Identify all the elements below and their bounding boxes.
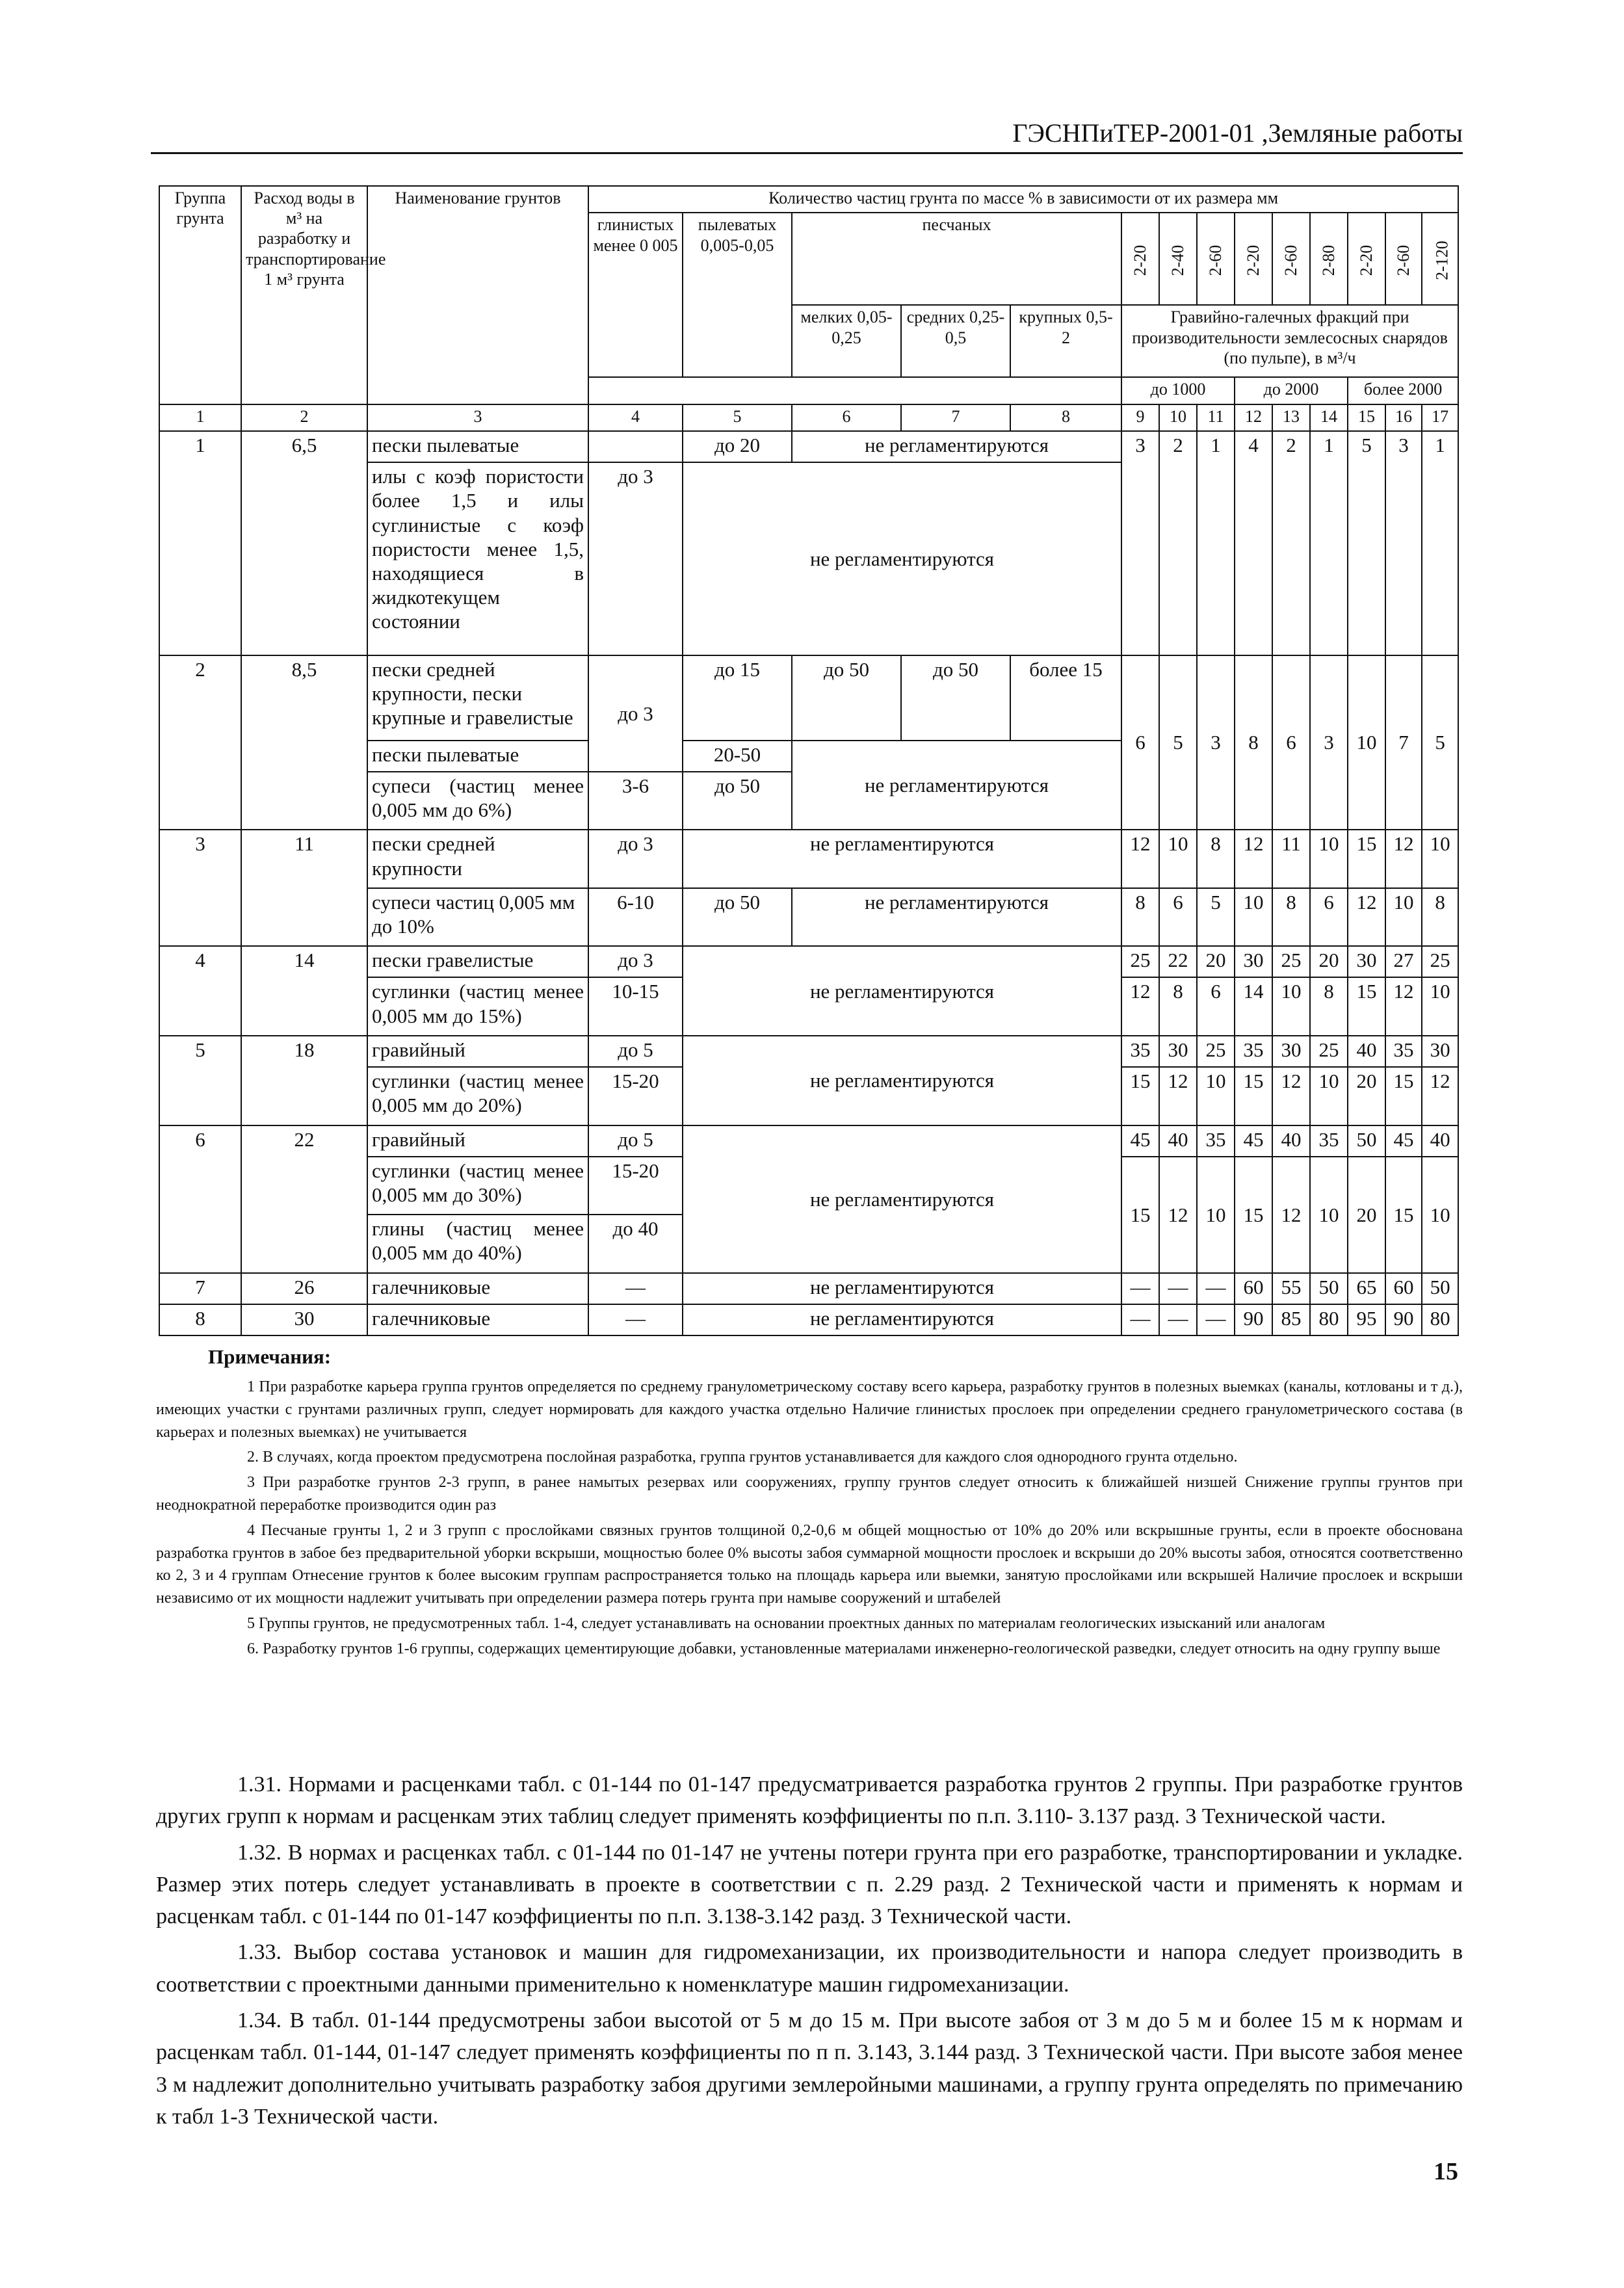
- value-cell: 3: [1310, 655, 1348, 830]
- note-item: 5 Группы грунтов, не предусмотренных табл. 1-4, следует устанавливать на основании проектных данных по материалам геологических изысканий или аналогам: [247, 1614, 1326, 1632]
- value-cell: 3: [1197, 655, 1235, 830]
- colnum: 12: [1235, 404, 1272, 431]
- value-cell: —: [1121, 1304, 1159, 1335]
- value-cell: 10: [1310, 1157, 1348, 1273]
- table-row: [159, 830, 1458, 888]
- value-cell: 7: [1385, 655, 1422, 830]
- soil-name: гравийный: [367, 1125, 588, 1157]
- value-cell: 20: [1310, 946, 1348, 977]
- clay-cell: 3-6: [588, 772, 683, 830]
- soil-name: пески пылеватые: [367, 741, 588, 772]
- value-cell: 60: [1385, 1273, 1422, 1304]
- value-cell: 20: [1197, 946, 1235, 977]
- value-cell: 30: [1235, 946, 1272, 977]
- table-row: [159, 946, 1458, 977]
- value-cell: 25: [1422, 946, 1458, 977]
- colnum: 13: [1272, 404, 1310, 431]
- value-cell: 10: [1310, 1067, 1348, 1125]
- water-cell: 30: [241, 1304, 367, 1335]
- value-cell: 6: [1272, 655, 1310, 830]
- water-cell: 26: [241, 1273, 367, 1304]
- soil-groups-table: [159, 185, 1459, 1336]
- page-number: 15: [1434, 2158, 1458, 2185]
- value-cell: 20: [1348, 1157, 1385, 1273]
- header-fine: мелких 0,05-0,25: [792, 305, 901, 377]
- value-cell: 15: [1385, 1067, 1422, 1125]
- value-cell: —: [1159, 1304, 1197, 1335]
- value-cell: 55: [1272, 1273, 1310, 1304]
- clay-cell: до 3: [588, 655, 683, 772]
- value-cell: 40: [1348, 1036, 1385, 1067]
- value-cell: 80: [1422, 1304, 1458, 1335]
- notes-title: Примечания:: [208, 1345, 332, 1368]
- table-row: [159, 1125, 1458, 1157]
- column-numbers-row: [159, 404, 1458, 431]
- value-cell: 5: [1197, 888, 1235, 947]
- clay-cell: 6-10: [588, 888, 683, 947]
- header-clay: глинистых менее 0 005: [588, 213, 683, 377]
- size-label: 2-40: [1159, 213, 1197, 305]
- soil-name: пески средней крупности, пески крупные и гравелистые: [367, 655, 588, 741]
- value-cell: 90: [1235, 1304, 1272, 1335]
- value-cell: 15: [1235, 1067, 1272, 1125]
- header-gravel: Гравийно-галечных фракций при производительности землесосных снарядов (по пульпе), в м³/ч: [1121, 305, 1458, 377]
- value-cell: 6: [1121, 655, 1159, 830]
- not-regulated: не регламентируются: [683, 946, 1121, 1036]
- value-cell: 60: [1235, 1273, 1272, 1304]
- value-cell: 3: [1121, 431, 1159, 655]
- size-label: 2-20: [1348, 213, 1385, 305]
- value-cell: 10: [1348, 655, 1385, 830]
- value-cell: 12: [1159, 1157, 1197, 1273]
- value-cell: 45: [1385, 1125, 1422, 1157]
- value-cell: 8: [1159, 977, 1197, 1036]
- group-cell: 8: [159, 1304, 241, 1335]
- header-blank: [588, 377, 1121, 404]
- value-cell: —: [1197, 1273, 1235, 1304]
- soil-name: суглинки (частиц менее 0,005 мм до 30%): [367, 1157, 588, 1215]
- not-regulated: не регламентируются: [683, 462, 1121, 655]
- value-cell: 15: [1348, 830, 1385, 888]
- value-cell: 1: [1197, 431, 1235, 655]
- value-cell: —: [1121, 1273, 1159, 1304]
- group-cell: 5: [159, 1036, 241, 1125]
- soil-name: пески средней крупности: [367, 830, 588, 888]
- clay-cell: —: [588, 1273, 683, 1304]
- value-cell: 40: [1159, 1125, 1197, 1157]
- header-sand: песчаных: [792, 213, 1121, 305]
- fine-cell: до 50: [792, 655, 901, 741]
- clay-cell: до 3: [588, 462, 683, 655]
- not-regulated: не регламентируются: [683, 1125, 1121, 1273]
- clay-cell: 10-15: [588, 977, 683, 1036]
- header-medium: средних 0,25-0,5: [901, 305, 1010, 377]
- header-name: Наименование грунтов: [367, 186, 588, 404]
- clay-cell: 15-20: [588, 1157, 683, 1215]
- soil-name: супеси (частиц менее 0,005 мм до 6%): [367, 772, 588, 830]
- value-cell: 30: [1348, 946, 1385, 977]
- value-cell: 80: [1310, 1304, 1348, 1335]
- soil-name: суглинки (частиц менее 0,005 мм до 15%): [367, 977, 588, 1036]
- running-header: [151, 118, 1463, 154]
- value-cell: 12: [1121, 830, 1159, 888]
- group-cell: 3: [159, 830, 241, 946]
- colnum: 7: [901, 404, 1010, 431]
- value-cell: 6: [1159, 888, 1197, 947]
- value-cell: 12: [1121, 977, 1159, 1036]
- value-cell: 12: [1385, 977, 1422, 1036]
- water-cell: 18: [241, 1036, 367, 1125]
- value-cell: —: [1159, 1273, 1197, 1304]
- header-over2000: более 2000: [1348, 377, 1458, 404]
- value-cell: 8: [1272, 888, 1310, 947]
- soil-name: гравийный: [367, 1036, 588, 1067]
- colnum: 1: [159, 404, 241, 431]
- dust-cell: до 50: [683, 888, 792, 947]
- value-cell: 15: [1385, 1157, 1422, 1273]
- paragraph: 1.34. В табл. 01-144 предусмотрены забои высотой от 5 м до 15 м. При высоте забоя от 3 м до 5 м и более 15 м к нормам и расценкам табл. 01-144, 01-147 следует применять коэффициенты по п п. 3.143, 3.144 разд. 3 Технической части. При высоте забоя менее 3 м надлежит дополнительно учитывать разработку забоя другими землеройными машинами, а группу грунта определять по примечанию к табл 1-3 Технической части.: [156, 2008, 1463, 2129]
- value-cell: 6: [1197, 977, 1235, 1036]
- note-item: 6. Разработку грунтов 1-6 группы, содержащих цементирующие добавки, установленные материалами инженерно-геологической разведки, следует относить на одну группу выше: [247, 1640, 1441, 1657]
- value-cell: 12: [1385, 830, 1422, 888]
- value-cell: 50: [1310, 1273, 1348, 1304]
- colnum: 10: [1159, 404, 1197, 431]
- value-cell: 20: [1348, 1067, 1385, 1125]
- value-cell: 85: [1272, 1304, 1310, 1335]
- soil-name: глины (частиц менее 0,005 мм до 40%): [367, 1215, 588, 1273]
- soil-name: пески пылеватые: [367, 431, 588, 462]
- clay-cell: —: [588, 1304, 683, 1335]
- water-cell: 11: [241, 830, 367, 946]
- value-cell: 25: [1272, 946, 1310, 977]
- colnum: 5: [683, 404, 792, 431]
- value-cell: 8: [1422, 888, 1458, 947]
- value-cell: 11: [1272, 830, 1310, 888]
- value-cell: 25: [1310, 1036, 1348, 1067]
- colnum: 2: [241, 404, 367, 431]
- header-quantity: Количество частиц грунта по массе % в зависимости от их размера мм: [588, 186, 1458, 213]
- colnum: 11: [1197, 404, 1235, 431]
- value-cell: 5: [1348, 431, 1385, 655]
- value-cell: 35: [1235, 1036, 1272, 1067]
- group-cell: 2: [159, 655, 241, 830]
- not-regulated: не регламентируются: [683, 1304, 1121, 1335]
- value-cell: 15: [1121, 1157, 1159, 1273]
- value-cell: 8: [1235, 655, 1272, 830]
- clay-cell: до 5: [588, 1125, 683, 1157]
- value-cell: 65: [1348, 1273, 1385, 1304]
- size-label: 2-60: [1385, 213, 1422, 305]
- colnum: 17: [1422, 404, 1458, 431]
- value-cell: 10: [1385, 888, 1422, 947]
- paragraph: 1.31. Нормами и расценками табл. с 01-144 по 01-147 предусматривается разработка грунтов 2 группы. При разработке грунтов других групп к нормам и расценкам этих таблиц следует применять коэффициенты по п.п. 3.110- 3.137 разд. 3 Технической части.: [156, 1772, 1463, 1829]
- paragraph: 1.32. В нормах и расценках табл. с 01-144 по 01-147 не учтены потери грунта при его разработке, транспортировании и укладке. Размер этих потерь следует устанавливать в проекте в соответствии с п. 2.29 разд. 2 Технической части и применять к нормам и расценкам табл. с 01-144 по 01-147 коэффициенты по п.п. 3.138-3.142 разд. 3 Технической части.: [156, 1840, 1463, 1929]
- value-cell: 40: [1272, 1125, 1310, 1157]
- value-cell: 8: [1197, 830, 1235, 888]
- value-cell: 30: [1272, 1036, 1310, 1067]
- size-label: 2-80: [1310, 213, 1348, 305]
- size-label: 2-60: [1272, 213, 1310, 305]
- header-title: ГЭСНПиТЕР-2001-01 ,Земляные работы: [1012, 118, 1463, 148]
- value-cell: 14: [1235, 977, 1272, 1036]
- note-item: 4 Песчаные грунты 1, 2 и 3 групп с прослойками связных грунтов толщиной 0,2-0,6 м общей мощностью от 10% до 20% или вскрышные грунты, если в проекте обоснована разработка грунтов в забое без предварительной уборки вскрыши, мощностью более 0% высоты забоя суммарной мощности прослоек и вскрыши до 20% высоты забоя, относятся соответственно ко 2, 3 и 4 группам Отнесение грунтов к более высоким группам распространяется только на площадь карьера или выемки, занятую прослойками или вскрышей Наличие прослоек и вскрыши независимо от их мощности надлежит учитывать при определении размера потерь грунта при намыве сооружений и штабелей: [156, 1521, 1463, 1607]
- soil-name: супеси частиц 0,005 мм до 10%: [367, 888, 588, 947]
- dust-cell: до 15: [683, 655, 792, 741]
- dust-cell: до 20: [683, 431, 792, 462]
- not-regulated: не регламентируются: [683, 1036, 1121, 1125]
- value-cell: 25: [1197, 1036, 1235, 1067]
- colnum: 3: [367, 404, 588, 431]
- water-cell: 22: [241, 1125, 367, 1273]
- note-item: 3 При разработке грунтов 2-3 групп, в ранее намытых резервах или сооружениях, группу грунтов следует относить к ближайшей низшей Снижение группы грунтов при неоднократной переработке производится один раз: [156, 1474, 1463, 1514]
- value-cell: 5: [1159, 655, 1197, 830]
- header-coarse: крупных 0,5-2: [1010, 305, 1121, 377]
- colnum: 8: [1010, 404, 1121, 431]
- value-cell: 10: [1272, 977, 1310, 1036]
- not-regulated: не регламентируются: [792, 741, 1121, 830]
- not-regulated: не регламентируются: [683, 1273, 1121, 1304]
- value-cell: 27: [1385, 946, 1422, 977]
- note-item: 2. В случаях, когда проектом предусмотрена послойная разработка, группа грунтов устанавливается для каждого слоя однородного грунта отдельно.: [247, 1449, 1238, 1466]
- value-cell: 35: [1385, 1036, 1422, 1067]
- soil-name: пески гравелистые: [367, 946, 588, 977]
- notes-section: [156, 1343, 1463, 1663]
- not-regulated: не регламентируются: [683, 830, 1121, 888]
- dust-cell: до 50: [683, 772, 792, 830]
- value-cell: 12: [1422, 1067, 1458, 1125]
- value-cell: 12: [1159, 1067, 1197, 1125]
- value-cell: 1: [1310, 431, 1348, 655]
- not-regulated: не регламентируются: [792, 431, 1121, 462]
- value-cell: 50: [1422, 1273, 1458, 1304]
- size-label: 2-20: [1121, 213, 1159, 305]
- value-cell: 15: [1348, 977, 1385, 1036]
- not-regulated: не регламентируются: [792, 888, 1121, 947]
- value-cell: 50: [1348, 1125, 1385, 1157]
- body-text: [156, 1769, 1463, 2137]
- value-cell: 10: [1197, 1067, 1235, 1125]
- value-cell: 8: [1310, 977, 1348, 1036]
- value-cell: 15: [1235, 1157, 1272, 1273]
- table-row: [159, 431, 1458, 462]
- soil-name: галечниковые: [367, 1273, 588, 1304]
- table-row: [159, 1036, 1458, 1067]
- value-cell: 15: [1121, 1067, 1159, 1125]
- colnum: 16: [1385, 404, 1422, 431]
- value-cell: 12: [1348, 888, 1385, 947]
- soil-name: галечниковые: [367, 1304, 588, 1335]
- header-group: Группа грунта: [159, 186, 241, 404]
- colnum: 15: [1348, 404, 1385, 431]
- value-cell: 10: [1235, 888, 1272, 947]
- colnum: 14: [1310, 404, 1348, 431]
- value-cell: 30: [1422, 1036, 1458, 1067]
- clay-cell: до 5: [588, 1036, 683, 1067]
- group-cell: 7: [159, 1273, 241, 1304]
- dust-cell: 20-50: [683, 741, 792, 772]
- group-cell: 6: [159, 1125, 241, 1273]
- colnum: 6: [792, 404, 901, 431]
- water-cell: 8,5: [241, 655, 367, 830]
- size-label: 2-60: [1197, 213, 1235, 305]
- header-upto2000: до 2000: [1235, 377, 1348, 404]
- size-label: 2-20: [1235, 213, 1272, 305]
- value-cell: 22: [1159, 946, 1197, 977]
- soil-name: илы с коэф пористости более 1,5 и илы суглинистые с коэф пористости менее 1,5, находящиеся в жидкотекущем состоянии: [367, 462, 588, 655]
- value-cell: 2: [1159, 431, 1197, 655]
- clay-cell: до 40: [588, 1215, 683, 1273]
- value-cell: 6: [1310, 888, 1348, 947]
- empty-cell: [588, 431, 683, 462]
- value-cell: 10: [1422, 977, 1458, 1036]
- value-cell: 10: [1159, 830, 1197, 888]
- table-row: [159, 1304, 1458, 1335]
- value-cell: 95: [1348, 1304, 1385, 1335]
- clay-cell: 15-20: [588, 1067, 683, 1125]
- coarse-cell: более 15: [1010, 655, 1121, 741]
- value-cell: 12: [1235, 830, 1272, 888]
- medium-cell: до 50: [901, 655, 1010, 741]
- water-cell: 14: [241, 946, 367, 1036]
- value-cell: 45: [1121, 1125, 1159, 1157]
- soil-name: суглинки (частиц менее 0,005 мм до 20%): [367, 1067, 588, 1125]
- value-cell: 10: [1422, 830, 1458, 888]
- header-upto1000: до 1000: [1121, 377, 1235, 404]
- value-cell: —: [1197, 1304, 1235, 1335]
- value-cell: 12: [1272, 1157, 1310, 1273]
- colnum: 9: [1121, 404, 1159, 431]
- value-cell: 5: [1422, 655, 1458, 830]
- value-cell: 25: [1121, 946, 1159, 977]
- water-cell: 6,5: [241, 431, 367, 655]
- header-water: Расход воды в м³ на разработку и транспортирование 1 м³ грунта: [241, 186, 367, 404]
- value-cell: 35: [1121, 1036, 1159, 1067]
- value-cell: 30: [1159, 1036, 1197, 1067]
- value-cell: 90: [1385, 1304, 1422, 1335]
- header-dust: пылеватых 0,005-0,05: [683, 213, 792, 377]
- value-cell: 45: [1235, 1125, 1272, 1157]
- value-cell: 8: [1121, 888, 1159, 947]
- value-cell: 4: [1235, 431, 1272, 655]
- colnum: 4: [588, 404, 683, 431]
- group-cell: 1: [159, 431, 241, 655]
- value-cell: 2: [1272, 431, 1310, 655]
- value-cell: 10: [1310, 830, 1348, 888]
- clay-cell: до 3: [588, 946, 683, 977]
- value-cell: 35: [1310, 1125, 1348, 1157]
- clay-cell: до 3: [588, 830, 683, 888]
- value-cell: 10: [1422, 1157, 1458, 1273]
- value-cell: 1: [1422, 431, 1458, 655]
- note-item: 1 При разработке карьера группа грунтов определяется по среднему гранулометрическому составу всего карьера, разработку грунтов в полезных выемках (каналы, котлованы и т д.), имеющих участки с грунтами различных групп, следует нормировать для каждого участка отдельно Наличие глинистых прослоек при определении среднего гранулометрического состава (в карьерах и полезных выемках) не учитывается: [156, 1378, 1463, 1441]
- paragraph: 1.33. Выбор состава установок и машин для гидромеханизации, их производительности и напора следует производить в соответствии с проектными данными применительно к номенклатуре машин гидромеханизации.: [156, 1940, 1463, 1997]
- value-cell: 3: [1385, 431, 1422, 655]
- value-cell: 40: [1422, 1125, 1458, 1157]
- table-row: [159, 655, 1458, 741]
- value-cell: 10: [1197, 1157, 1235, 1273]
- size-label: 2-120: [1422, 213, 1458, 305]
- value-cell: 12: [1272, 1067, 1310, 1125]
- group-cell: 4: [159, 946, 241, 1036]
- value-cell: 35: [1197, 1125, 1235, 1157]
- table-row: [159, 1273, 1458, 1304]
